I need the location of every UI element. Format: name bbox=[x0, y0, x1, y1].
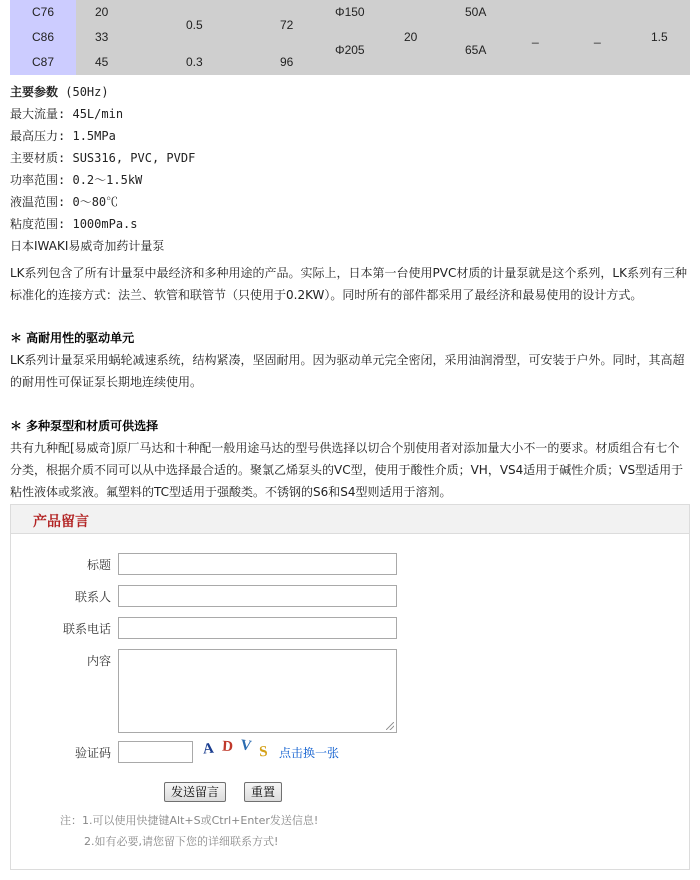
specs-heading: 主要参数 (50Hz) bbox=[10, 85, 109, 99]
dash-cell: _ bbox=[532, 30, 539, 44]
section-heading-durability: ＊ 高耐用性的驱动单元 bbox=[10, 331, 135, 345]
model-cell: C87 bbox=[32, 55, 55, 69]
captcha-image[interactable] bbox=[202, 737, 277, 761]
note-contact: 2.如有必要,请您留下您的详细联系方式! bbox=[84, 835, 279, 848]
flow-cell: 33 bbox=[95, 30, 109, 44]
spec-viscosity: 粘度范围: 1000mPa.s bbox=[10, 217, 138, 231]
note-shortcut: 注：1.可以使用快捷键Alt+S或Ctrl+Enter发送信息! bbox=[60, 814, 319, 827]
captcha-label: 验证码 bbox=[74, 746, 111, 760]
resize-grip-icon[interactable] bbox=[386, 722, 394, 730]
subject-label: 标题 bbox=[86, 558, 111, 572]
specs-list bbox=[10, 81, 690, 257]
connection-cell: 50A bbox=[465, 5, 487, 19]
dash-cell: _ bbox=[594, 30, 601, 44]
brand-line: 日本IWAKI易威奇加药计量泵 bbox=[10, 239, 165, 253]
captcha-char: V bbox=[239, 737, 255, 755]
diaphragm-cell: Φ150 bbox=[335, 5, 365, 19]
intro-paragraph: LK系列包含了所有计量泵中最经济和多种用途的产品。实际上，日本第一台使用PVC材质的计量泵就是这个系列，LK系列有三种标准化的连接方式：法兰、软管和联管节（只使用于0.2KW）。同时所有的部件都采用了最经济和最易使用的设计方式。 bbox=[10, 266, 687, 302]
flow-cell: 20 bbox=[95, 5, 109, 19]
section-heading-options: ＊ 多种泵型和材质可供选择 bbox=[10, 419, 159, 433]
spec-max-flow: 最大流量: 45L/min bbox=[10, 107, 124, 121]
submit-button[interactable]: 发送留言 bbox=[164, 782, 226, 802]
content-label: 内容 bbox=[86, 654, 111, 668]
strokes-cell: 72 bbox=[280, 18, 294, 32]
captcha-input[interactable] bbox=[118, 741, 193, 763]
pressure-cell: 0.3 bbox=[186, 55, 203, 69]
durability-paragraph: LK系列计量泵采用蜗轮减速系统，结构紧凑，坚固耐用。因为驱动单元完全密闭，采用油润滑型，可安装于户外。同时，其高超的耐用性可保证泵长期地连续使用。 bbox=[10, 353, 685, 389]
phone-input[interactable] bbox=[118, 617, 397, 639]
spec-power: 功率范围: 0.2～1.5kW bbox=[10, 173, 143, 187]
diaphragm-cell: Φ205 bbox=[335, 43, 365, 57]
spec-temp: 液温范围: 0～80℃ bbox=[10, 195, 119, 209]
options-paragraph: 共有九种配[易威奇]原厂马达和十种配一般用途马达的型号供选择以切合个别使用者对添加量大小不一的要求。材质组合有七个分类，根据介质不同可以从中选择最合适的。聚氯乙烯泵头的VC型，使用于酸性介质；VH，VS4适用于碱性介质；VS型适用于粘性液体或浆液。氟塑料的TC型适用于强酸类。不锈钢的S6和S4型则适用于溶剂。 bbox=[10, 441, 684, 499]
phone-label: 联系电话 bbox=[62, 622, 111, 636]
model-cell: C86 bbox=[32, 30, 55, 44]
message-header bbox=[10, 504, 690, 534]
contact-label: 联系人 bbox=[74, 590, 111, 604]
connection-cell: 65A bbox=[465, 43, 487, 57]
captcha-char: A bbox=[202, 740, 217, 758]
strokes-cell: 96 bbox=[280, 55, 294, 69]
subject-input[interactable] bbox=[118, 553, 397, 575]
content-textarea[interactable] bbox=[118, 649, 397, 733]
contact-input[interactable] bbox=[118, 585, 397, 607]
captcha-refresh-link[interactable]: 点击换一张 bbox=[279, 746, 340, 760]
stroke-length-cell: 20 bbox=[404, 30, 418, 44]
motor-cell: 1.5 bbox=[651, 30, 668, 44]
reset-button[interactable]: 重置 bbox=[244, 782, 282, 802]
flow-cell: 45 bbox=[95, 55, 109, 69]
spec-max-pressure: 最高压力: 1.5MPa bbox=[10, 129, 116, 143]
spec-material: 主要材质: SUS316, PVC, PVDF bbox=[10, 151, 196, 165]
pressure-cell: 0.5 bbox=[186, 18, 203, 32]
captcha-char: S bbox=[258, 743, 270, 761]
captcha-char: D bbox=[221, 738, 236, 756]
spec-table bbox=[10, 0, 690, 75]
message-title: 产品留言 bbox=[33, 514, 89, 530]
model-cell: C76 bbox=[32, 5, 55, 19]
